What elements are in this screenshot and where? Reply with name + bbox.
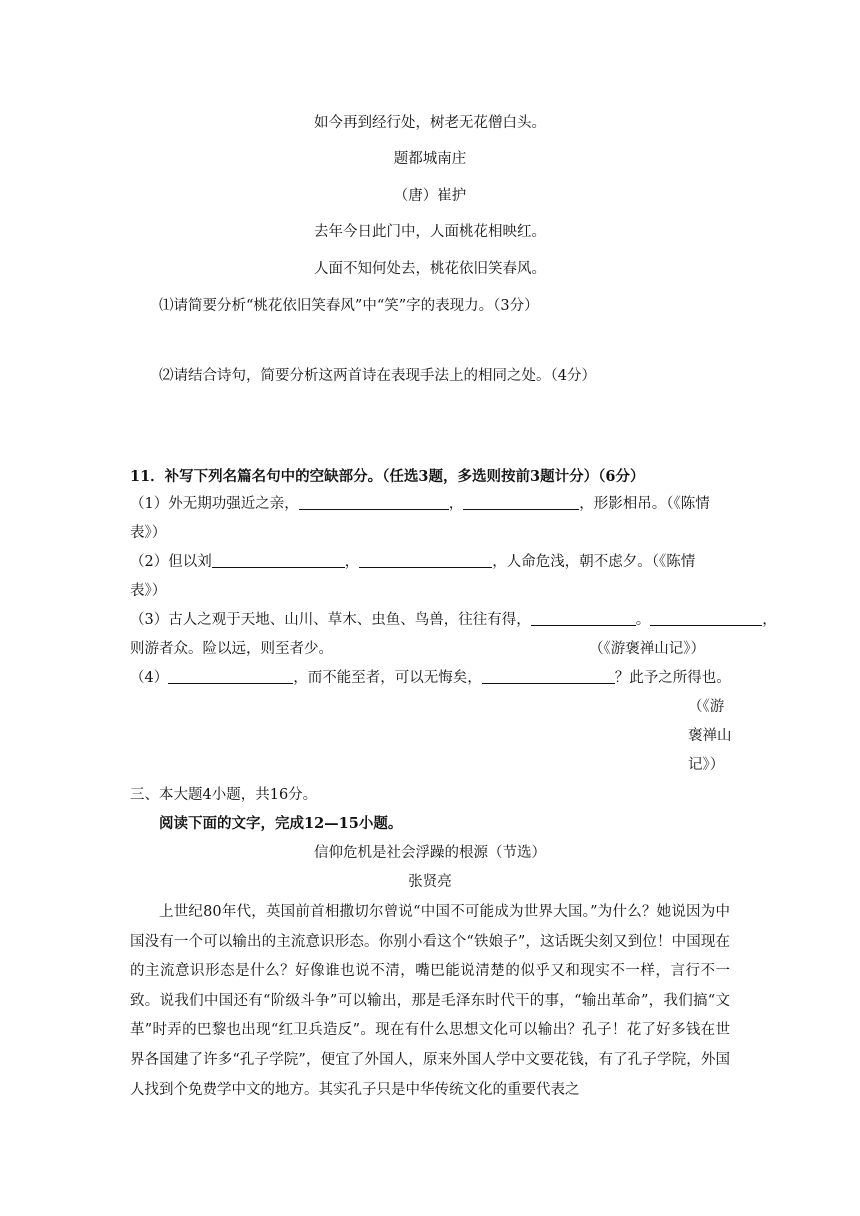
poem2-author: （唐）崔护 (393, 188, 467, 204)
article-paragraph: 上世纪80年代，英国前首相撒切尔曾说“中国不可能成为世界大国。”为什么？她说因为中国没有一个可以输出的主流意识形态。你别小看这个“铁娘子”，这话既尖刻又到位！中国现在的主流意识形态是什么？好像谁也说不清，嘴巴能说清楚的似乎又和现实不一样，言行不一致。说我们中国还有“阶级斗争”可以输出，那是毛泽东时代干的事，“输出革命”，我们搞“文革”时弄的巴黎也出现“红卫兵造反”。现在有什么思想文化可以输出？孔子！花了好多钱在世界各国建了许多“孔子学院”，便宜了外国人，原来外国人学中文要花钱，有了孔子学院，外国人找到个免费学中文的地方。其实孔子只是中华传统文化的重要代表之 (130, 904, 730, 1098)
item-3-text-b: 。 (635, 612, 651, 628)
item-1-text-b: ， (448, 496, 464, 512)
item-1-text-c: ，形影相吊。（《陈情 (579, 496, 710, 512)
item-1-text-a: （1）外无期功强近之亲， (130, 496, 299, 512)
section-3-instruction: 阅读下面的文字，完成12—15小题。 (159, 815, 403, 832)
article-title: 信仰危机是社会浮躁的根源（节选） (314, 845, 546, 861)
question-10-part-2: ⑵请结合诗句，简要分析这两首诗在表现手法上的相同之处。（4分） (159, 368, 596, 384)
question-10-part-1: ⑴请简要分析“桃花依旧笑春风”中“笑”字的表现力。（3分） (159, 298, 539, 314)
poem2-line-1: 去年今日此门中，人面桃花相映红。 (314, 224, 546, 240)
question-11-item-1 (130, 494, 710, 514)
item-3-text-c: ， (762, 612, 777, 628)
question-11-item-2-cont: 表》） (130, 583, 167, 599)
answer-blank[interactable] (299, 495, 449, 510)
poem2-line-2: 人面不知何处去，桃花依旧笑春风。 (314, 261, 546, 277)
section-3-heading: 三、本大题4小题，共16分。 (130, 787, 318, 803)
answer-blank[interactable] (650, 611, 762, 626)
item-2-text-b: ， (344, 554, 360, 570)
item-4-text-c: ？此予之所得也。 (614, 670, 731, 686)
poem1-last-line: 如今再到经行处，树老无花僧白头。 (314, 115, 546, 131)
item-2-text-c: ，人命危浅，朝不虑夕。（《陈情 (492, 554, 696, 570)
question-11-item-3 (130, 610, 777, 630)
question-11-item-3-cont: 则游者众。险以远，则至者少。 (130, 641, 333, 657)
answer-blank[interactable] (463, 495, 579, 510)
article-author: 张贤亮 (408, 874, 452, 890)
item-3-text-a: （3）古人之观于天地、山川、草木、虫鱼、鸟兽，往往有得， (130, 612, 531, 628)
question-11-item-4-source-2: 褒禅山 (688, 728, 732, 744)
question-11-item-2 (130, 552, 695, 572)
answer-blank[interactable] (359, 553, 492, 568)
item-2-text-a: （2）但以刘 (130, 554, 212, 570)
answer-blank[interactable] (168, 669, 293, 684)
answer-blank[interactable] (482, 669, 615, 684)
answer-blank[interactable] (531, 611, 636, 626)
question-11-heading: 11．补写下列名篇名句中的空缺部分。（任选3题，多选则按前3题计分）（6分） (130, 468, 645, 485)
question-11-item-4 (130, 668, 731, 688)
poem2-title: 题都城南庄 (393, 151, 467, 167)
question-11-item-1-cont: 表》） (130, 525, 167, 541)
answer-blank[interactable] (212, 553, 345, 568)
question-11-item-3-source: （《游褒禅山记》） (589, 641, 705, 657)
question-11-item-4-source-1: （《游 (688, 699, 725, 715)
item-4-text-b: ，而不能至者，可以无悔矣， (293, 670, 482, 686)
question-11-item-4-source-3: 记》） (688, 757, 725, 773)
item-4-text-a: （4） (130, 670, 169, 686)
